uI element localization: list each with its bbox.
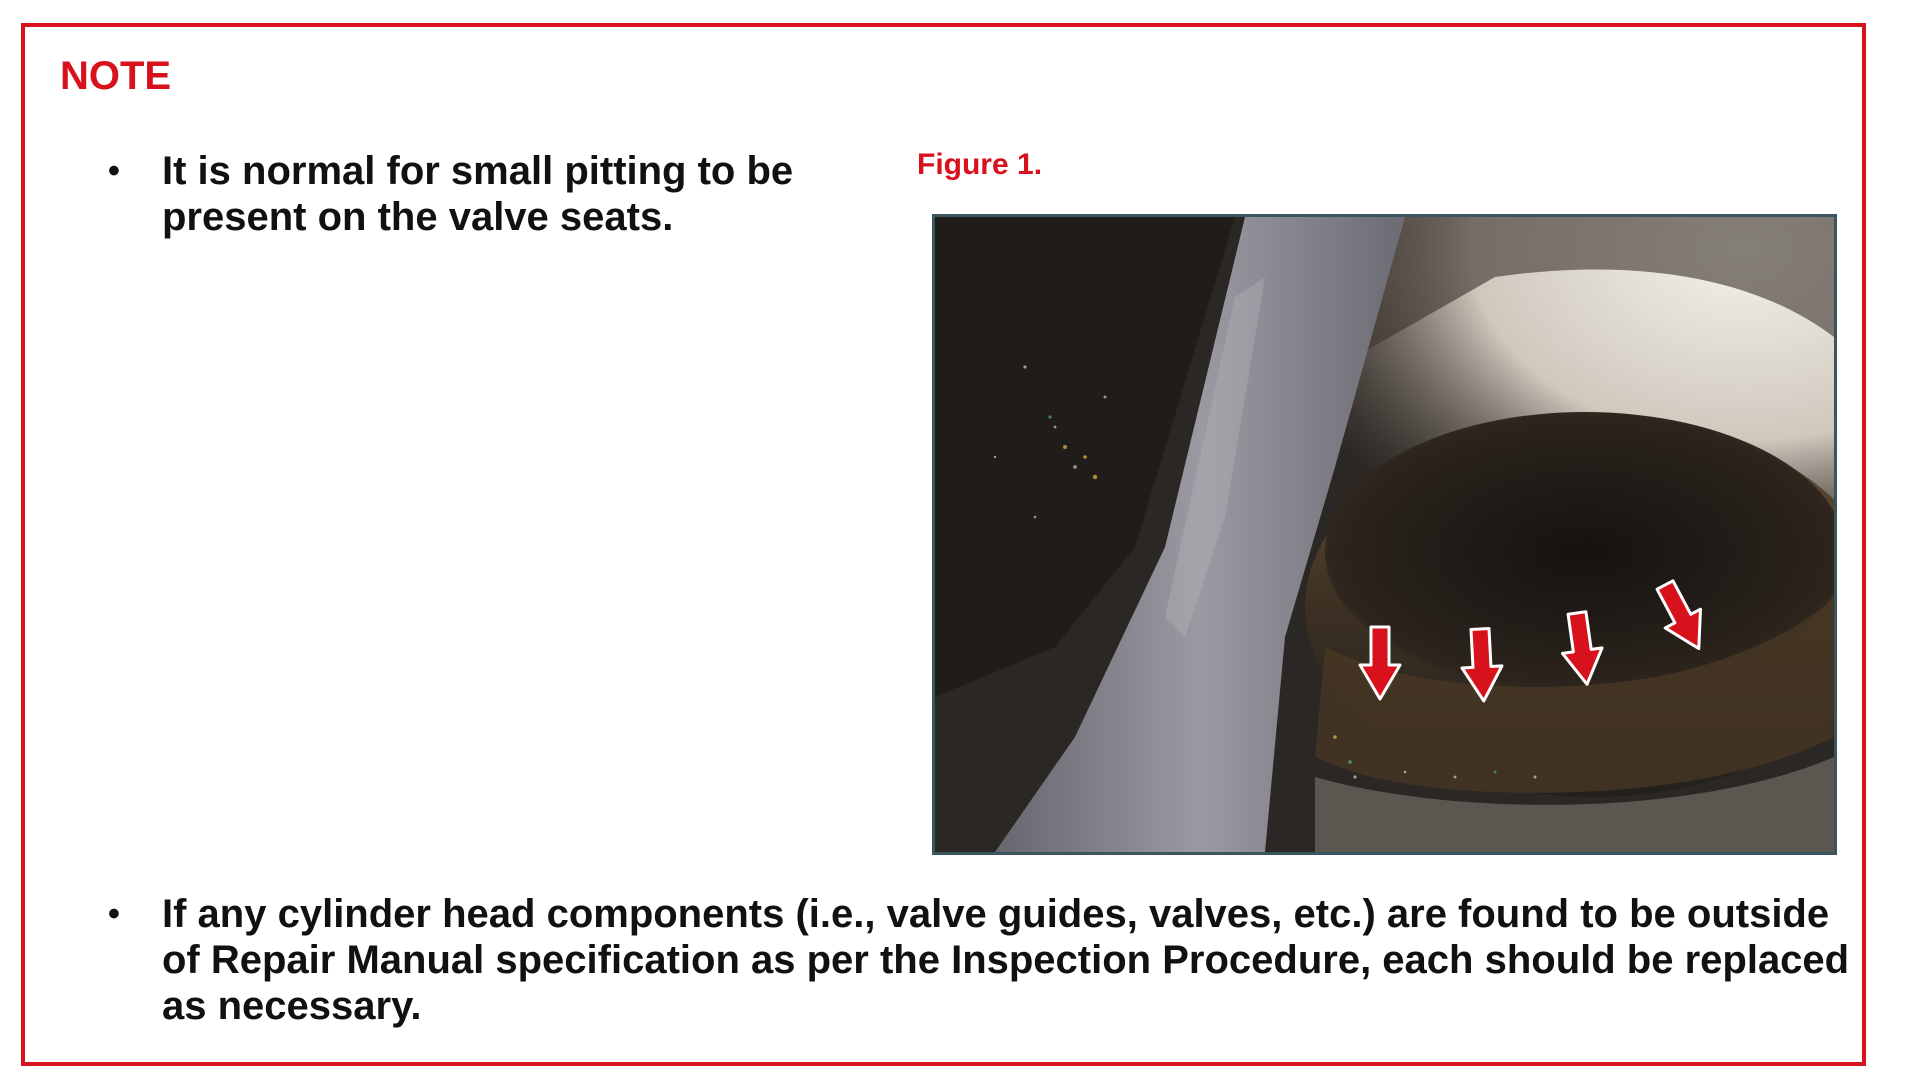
bullet-item-replacement (108, 891, 1868, 1029)
bullet-item-pitting (108, 148, 868, 240)
bullet-text-replacement: If any cylinder head components (i.e., valve guides, valves, etc.) are found to be outside of Repair Manual specification as per the Inspection Procedure, each should be replaced as necessary. (162, 892, 1850, 1028)
bullet-icon: • (108, 895, 120, 933)
valve-seat-photo-illustration (935, 217, 1834, 852)
figure-caption: Figure 1. (917, 148, 1043, 181)
valve-seat-photo (932, 214, 1837, 855)
bullet-text-pitting: It is normal for small pitting to be present on the valve seats. (162, 149, 794, 239)
bullet-icon: • (108, 152, 120, 190)
note-title: NOTE (60, 54, 172, 98)
